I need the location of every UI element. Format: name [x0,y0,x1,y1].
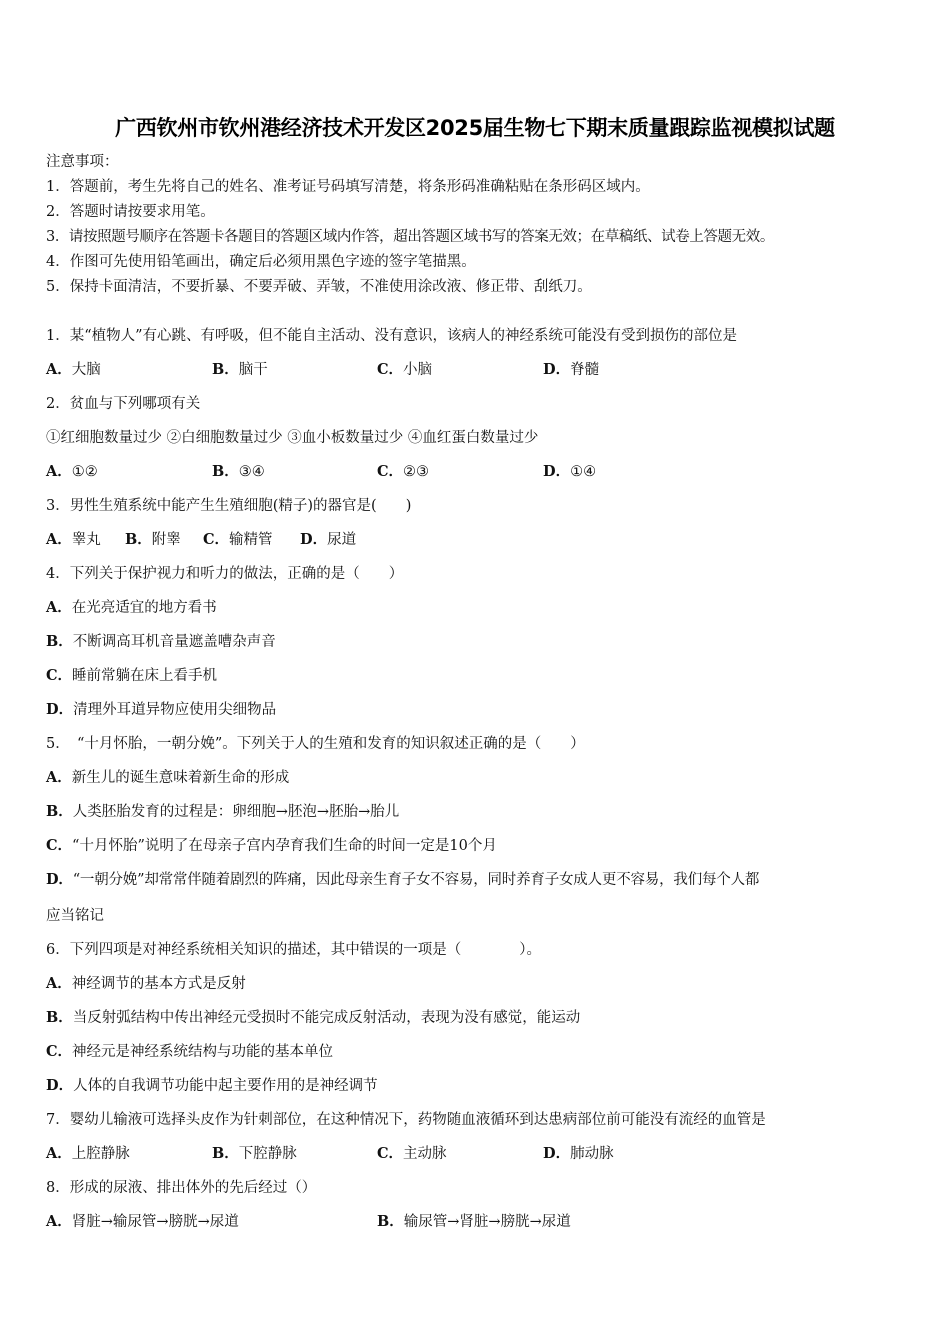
option-text: 不断调高耳机音量遮盖嘈杂声音 [72,634,276,650]
option-text: 人体的自我调节功能中起主要作用的是神经调节 [73,1078,378,1094]
option-a[interactable] [46,598,217,618]
option-text: “一朝分娩”却常常伴随着剧烈的阵痛，因此母亲生育子女不容易，同时养育子女成人更不容易，我们每个人都 [72,872,760,888]
option-b[interactable] [212,1144,297,1164]
option-d[interactable] [300,530,356,550]
option-label: D． [46,1077,74,1094]
option-label: C． [46,1043,73,1060]
option-c[interactable] [377,462,429,482]
option-text: 脑干 [238,362,268,378]
option-label: A． [46,769,72,786]
option-label: C． [377,361,404,378]
option-text: 输尿管→肾脏→膀胱→尿道 [403,1214,571,1230]
option-text: “十月怀胎”说明了在母亲子宫内孕育我们生命的时间一定是10个月 [72,838,497,854]
option-text: 大脑 [71,362,101,378]
option-label: B． [212,463,239,480]
option-label: A． [46,1145,72,1162]
option-b[interactable] [125,530,181,550]
option-b[interactable] [46,632,276,652]
option-label: B． [125,531,152,548]
question-stem: 2．贫血与下列哪项有关 [46,396,201,412]
option-label: B． [377,1213,404,1230]
option-a[interactable] [46,1144,130,1164]
option-text: 下腔静脉 [238,1146,297,1162]
option-a[interactable] [46,462,98,482]
option-c[interactable] [46,1042,333,1062]
option-label: D． [543,361,571,378]
option-text: 小脑 [403,362,433,378]
option-label: A． [46,1213,72,1230]
option-text: 人类胚胎发育的过程是：卵细胞→胚泡→胚胎→胎儿 [72,804,400,820]
question-stem: 7．婴幼儿输液可选择头皮作为针刺部位，在这种情况下，药物随血液循环到达患病部位前可能没有流经的血管是 [46,1112,766,1128]
option-text: 神经元是神经系统结构与功能的基本单位 [72,1044,334,1060]
question-stem: 8．形成的尿液、排出体外的先后经过（） [46,1180,317,1196]
option-label: C． [203,531,230,548]
option-d[interactable] [543,360,599,380]
option-b[interactable] [46,1008,580,1028]
option-label: A． [46,975,72,992]
option-text: 肾脏→输尿管→膀胱→尿道 [71,1214,239,1230]
option-c[interactable] [203,530,273,550]
question-stem: 6．下列四项是对神经系统相关知识的描述，其中错误的一项是（ ）。 [46,942,541,958]
option-b[interactable] [46,802,399,822]
option-text: ③④ [238,464,265,480]
option-a[interactable] [46,1212,239,1232]
option-label: B． [46,633,73,650]
option-text: 睾丸 [71,532,101,548]
option-text: 清理外耳道异物应使用尖细物品 [73,702,277,718]
option-b[interactable] [377,1212,571,1232]
option-d[interactable] [543,1144,614,1164]
option-c[interactable] [377,360,432,380]
notice-item: 2．答题时请按要求用笔。 [46,204,215,220]
option-text: 上腔静脉 [71,1146,130,1162]
option-text: 当反射弧结构中传出神经元受损时不能完成反射活动，表现为没有感觉，能运动 [72,1010,581,1026]
option-label: D． [300,531,328,548]
option-label: D． [46,871,73,888]
option-d[interactable] [46,870,759,890]
option-text: 脊髓 [570,362,600,378]
option-text: ②③ [403,464,430,480]
option-text: 睡前常躺在床上看手机 [72,668,218,684]
question-stem: 3．男性生殖系统中能产生生殖细胞(精子)的器官是( ) [46,498,412,514]
option-a[interactable] [46,530,101,550]
notice-item: 5．保持卡面清洁，不要折暴、不要弄破、弄皱，不准使用涂改液、修正带、刮纸刀。 [46,279,592,295]
option-label: D． [46,701,74,718]
option-label: A． [46,531,72,548]
page-title: 广西钦州市钦州港经济技术开发区2025届生物七下期末质量跟踪监视模拟试题 [115,116,835,140]
option-label: D． [543,463,571,480]
option-label: C． [46,837,73,854]
notice-item: 1．答题前，考生先将自己的姓名、准考证号码填写清楚，将条形码准确粘贴在条形码区域内。 [46,179,650,195]
option-text: 新生儿的诞生意味着新生命的形成 [71,770,290,786]
notice-item: 4．作图可先使用铅笔画出，确定后必须用黑色字迹的签字笔描黑。 [46,254,476,270]
option-text: ①② [71,464,98,480]
option-label: C． [46,667,73,684]
option-d[interactable] [543,462,596,482]
option-d-continuation: 应当铭记 [46,908,104,924]
option-label: B． [46,1009,73,1026]
question-extra: ①红细胞数量过少 ②白细胞数量过少 ③血小板数量过少 ④血红蛋白数量过少 [46,430,539,446]
question-stem: 1．某“植物人”有心跳、有呼吸，但不能自主活动、没有意识，该病人的神经系统可能没有受到损伤的部位是 [46,328,738,344]
option-label: B． [212,1145,239,1162]
option-b[interactable] [212,360,268,380]
option-label: A． [46,463,72,480]
option-text: 尿道 [327,532,357,548]
option-label: B． [46,803,73,820]
option-label: B． [212,361,239,378]
option-c[interactable] [46,666,217,686]
option-d[interactable] [46,700,276,720]
option-a[interactable] [46,768,289,788]
option-label: C． [377,463,404,480]
option-b[interactable] [212,462,265,482]
option-d[interactable] [46,1076,378,1096]
option-text: 肺动脉 [570,1146,614,1162]
option-label: D． [543,1145,571,1162]
option-text: 神经调节的基本方式是反射 [71,976,246,992]
option-a[interactable] [46,974,246,994]
option-c[interactable] [377,1144,447,1164]
question-stem: 5． “十月怀胎，一朝分娩”。下列关于人的生殖和发育的知识叙述正确的是（ ） [46,736,585,752]
option-a[interactable] [46,360,101,380]
option-label: A． [46,599,72,616]
notice-item: 3．请按照题号顺序在答题卡各题目的答题区域内作答，超出答题区域书写的答案无效；在草稿纸、试卷上答题无效。 [46,229,774,245]
option-text: 在光亮适宜的地方看书 [71,600,217,616]
option-label: A． [46,361,72,378]
option-text: 输精管 [229,532,273,548]
option-label: C． [377,1145,404,1162]
option-text: ①④ [570,464,597,480]
notice-heading: 注意事项： [46,154,119,170]
option-text: 附睾 [151,532,181,548]
option-text: 主动脉 [403,1146,447,1162]
question-stem: 4．下列关于保护视力和听力的做法，正确的是（ ） [46,566,404,582]
option-c[interactable] [46,836,497,856]
